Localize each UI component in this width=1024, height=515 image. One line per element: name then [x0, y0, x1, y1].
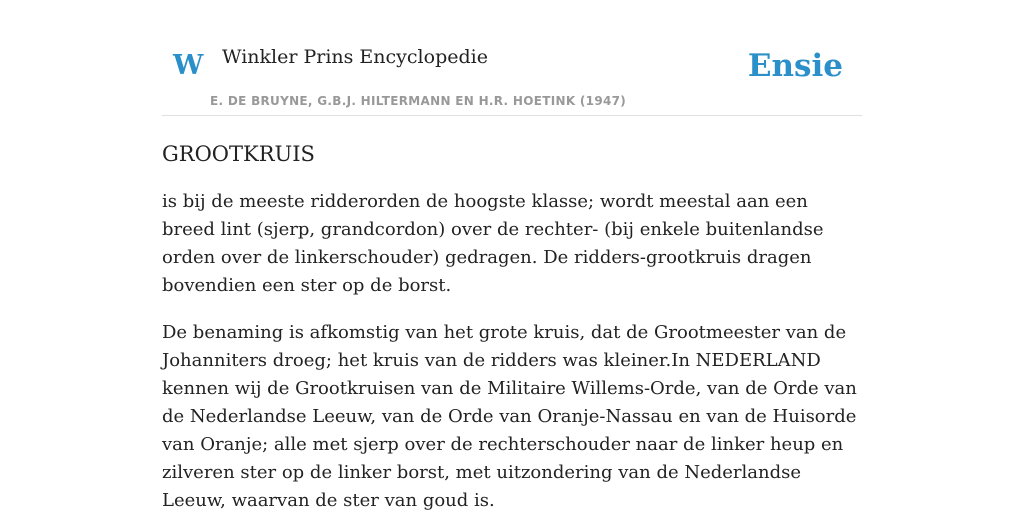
publication-logo[interactable]: W — [173, 50, 204, 81]
entry-paragraph: De benaming is afkomstig van het grote kruis, dat de Grootmeester van de Johanniters droeg; het kruis van de ridders was kleiner.In NEDERLAND kennen wij de Grootkruisen van de Militaire Willems-Orde, van de Orde van de Nederlandse Leeuw, van de Orde van Oranje-Nassau en van de Huisorde van Oranje; alle met sjerp over de rechterschouder naar de linker heup en zilveren ster op de linker borst, met uitzondering van de Nederlandse Leeuw, waarvan de ster van goud is. — [162, 322, 857, 512]
encyclopedia-page — [162, 0, 862, 515]
publication-authors: E. DE BRUYNE, G.B.J. HILTERMANN EN H.R. HOETINK (1947) — [210, 94, 627, 108]
publication-title[interactable]: Winkler Prins Encyclopedie — [222, 46, 488, 68]
entry-title: GROOTKRUIS — [162, 142, 315, 166]
brand-logo[interactable]: Ensie — [747, 48, 843, 84]
entry-paragraph: is bij de meeste ridderorden de hoogste klasse; wordt meestal aan een breed lint (sjerp, grandcordon) over de rechter- (bij enkele buitenlandse orden over de linkerschouder) gedragen. De ridders-grootkruis dragen bovendien een ster op de borst. — [162, 191, 824, 297]
page-header — [162, 0, 862, 116]
